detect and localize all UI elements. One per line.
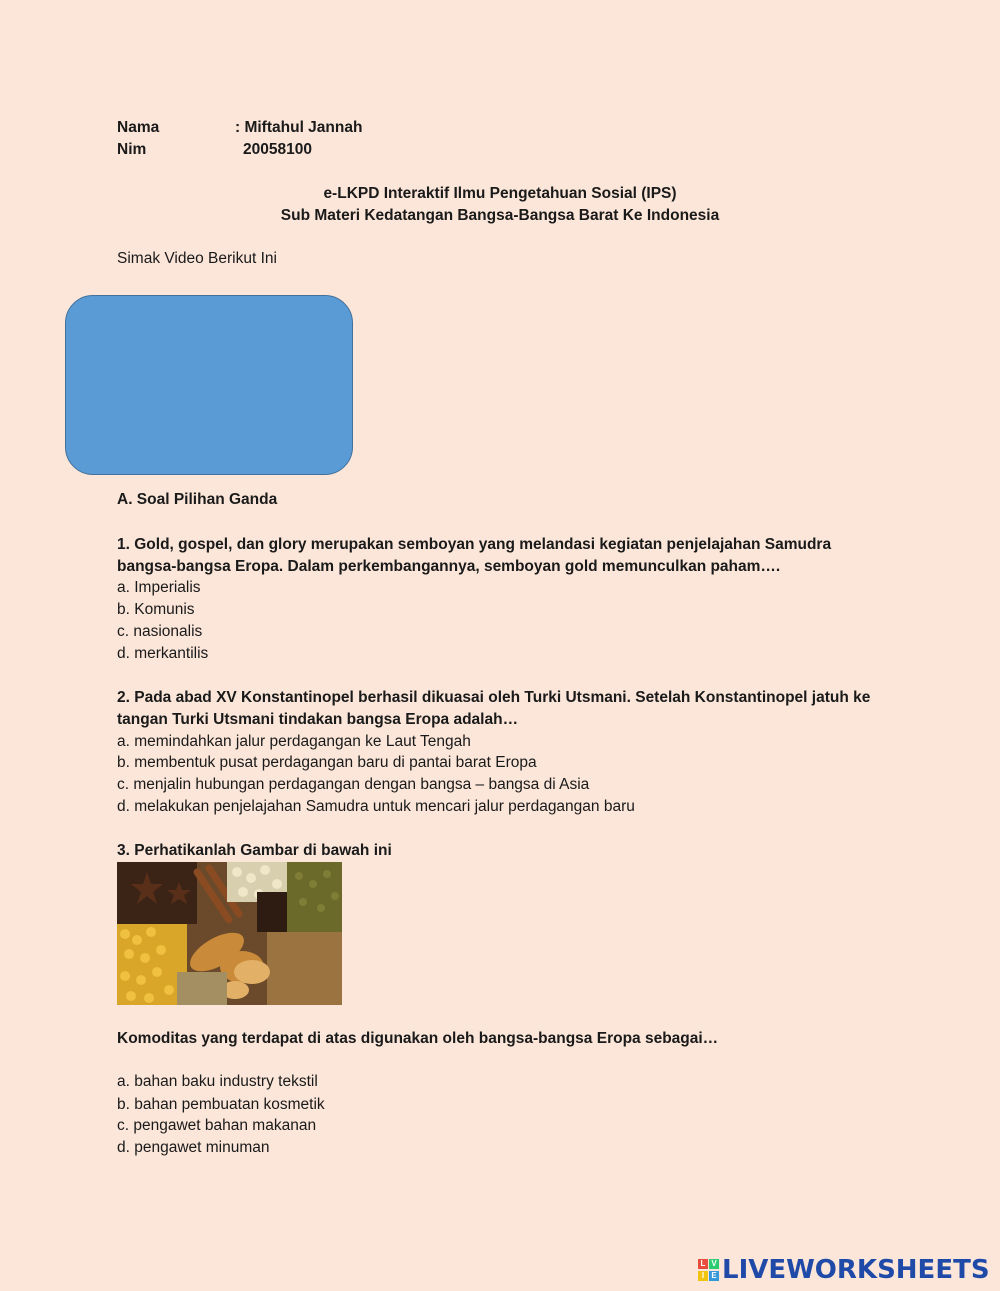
- question-2-text-cont: tangan Turki Utsmani tindakan bangsa Eropa adalah…: [117, 711, 519, 728]
- intro-text: Simak Video Berikut Ini: [117, 250, 277, 267]
- q2-option-d[interactable]: d. melakukan penjelajahan Samudra untuk mencari jalur perdagangan baru: [117, 798, 635, 815]
- liveworksheets-logo-icon: [698, 1258, 708, 1282]
- q3-option-b[interactable]: b. bahan pembuatan kosmetik: [117, 1096, 325, 1113]
- section-heading: A. Soal Pilihan Ganda: [117, 491, 278, 508]
- q1-option-a[interactable]: a. Imperialis: [117, 579, 201, 596]
- question-3-text: Komoditas yang terdapat di atas digunakan oleh bangsa-bangsa Eropa sebagai…: [117, 1030, 719, 1047]
- liveworksheets-brand[interactable]: [698, 1253, 990, 1287]
- q1-option-b[interactable]: b. Komunis: [117, 601, 195, 618]
- q3-option-d[interactable]: d. pengawet minuman: [117, 1139, 270, 1156]
- logo-letter-v: V: [709, 1259, 719, 1269]
- video-player[interactable]: [65, 295, 353, 475]
- brand-text: LIVEWORKSHEETS: [722, 1255, 990, 1285]
- q3-option-c[interactable]: c. pengawet bahan makanan: [117, 1117, 317, 1134]
- question-1-text: 1. Gold, gospel, dan glory merupakan semboyan yang melandasi kegiatan penjelajahan Samudra: [117, 536, 832, 553]
- question-2-text: 2. Pada abad XV Konstantinopel berhasil dikuasai oleh Turki Utsmani. Setelah Konstantinopel jatuh ke: [117, 689, 871, 706]
- spices-image: [117, 862, 342, 1005]
- q2-option-a[interactable]: a. memindahkan jalur perdagangan ke Laut Tengah: [117, 733, 471, 750]
- nim-label: Nim: [117, 141, 147, 158]
- liveworksheets-logo-icon-2: [709, 1258, 719, 1282]
- logo-letter-e: E: [709, 1271, 719, 1281]
- q3-option-a[interactable]: a. bahan baku industry tekstil: [117, 1073, 318, 1090]
- nim-value: 20058100: [243, 141, 312, 158]
- q1-option-d[interactable]: d. merkantilis: [117, 645, 209, 662]
- page-subtitle: Sub Materi Kedatangan Bangsa-Bangsa Barat Ke Indonesia: [280, 207, 720, 224]
- q1-option-c[interactable]: c. nasionalis: [117, 623, 203, 640]
- logo-letter-i: I: [698, 1271, 708, 1281]
- question-3-prompt: 3. Perhatikanlah Gambar di bawah ini: [117, 842, 392, 859]
- question-1-text-cont: bangsa-bangsa Eropa. Dalam perkembangannya, semboyan gold memunculkan paham….: [117, 558, 781, 575]
- logo-letter-l: L: [698, 1259, 708, 1269]
- name-value: : Miftahul Jannah: [235, 119, 363, 136]
- name-label: Nama: [117, 119, 160, 136]
- q2-option-c[interactable]: c. menjalin hubungan perdagangan dengan bangsa – bangsa di Asia: [117, 776, 590, 793]
- page-title: e-LKPD Interaktif Ilmu Pengetahuan Sosial (IPS): [323, 185, 677, 202]
- q2-option-b[interactable]: b. membentuk pusat perdagangan baru di pantai barat Eropa: [117, 754, 537, 771]
